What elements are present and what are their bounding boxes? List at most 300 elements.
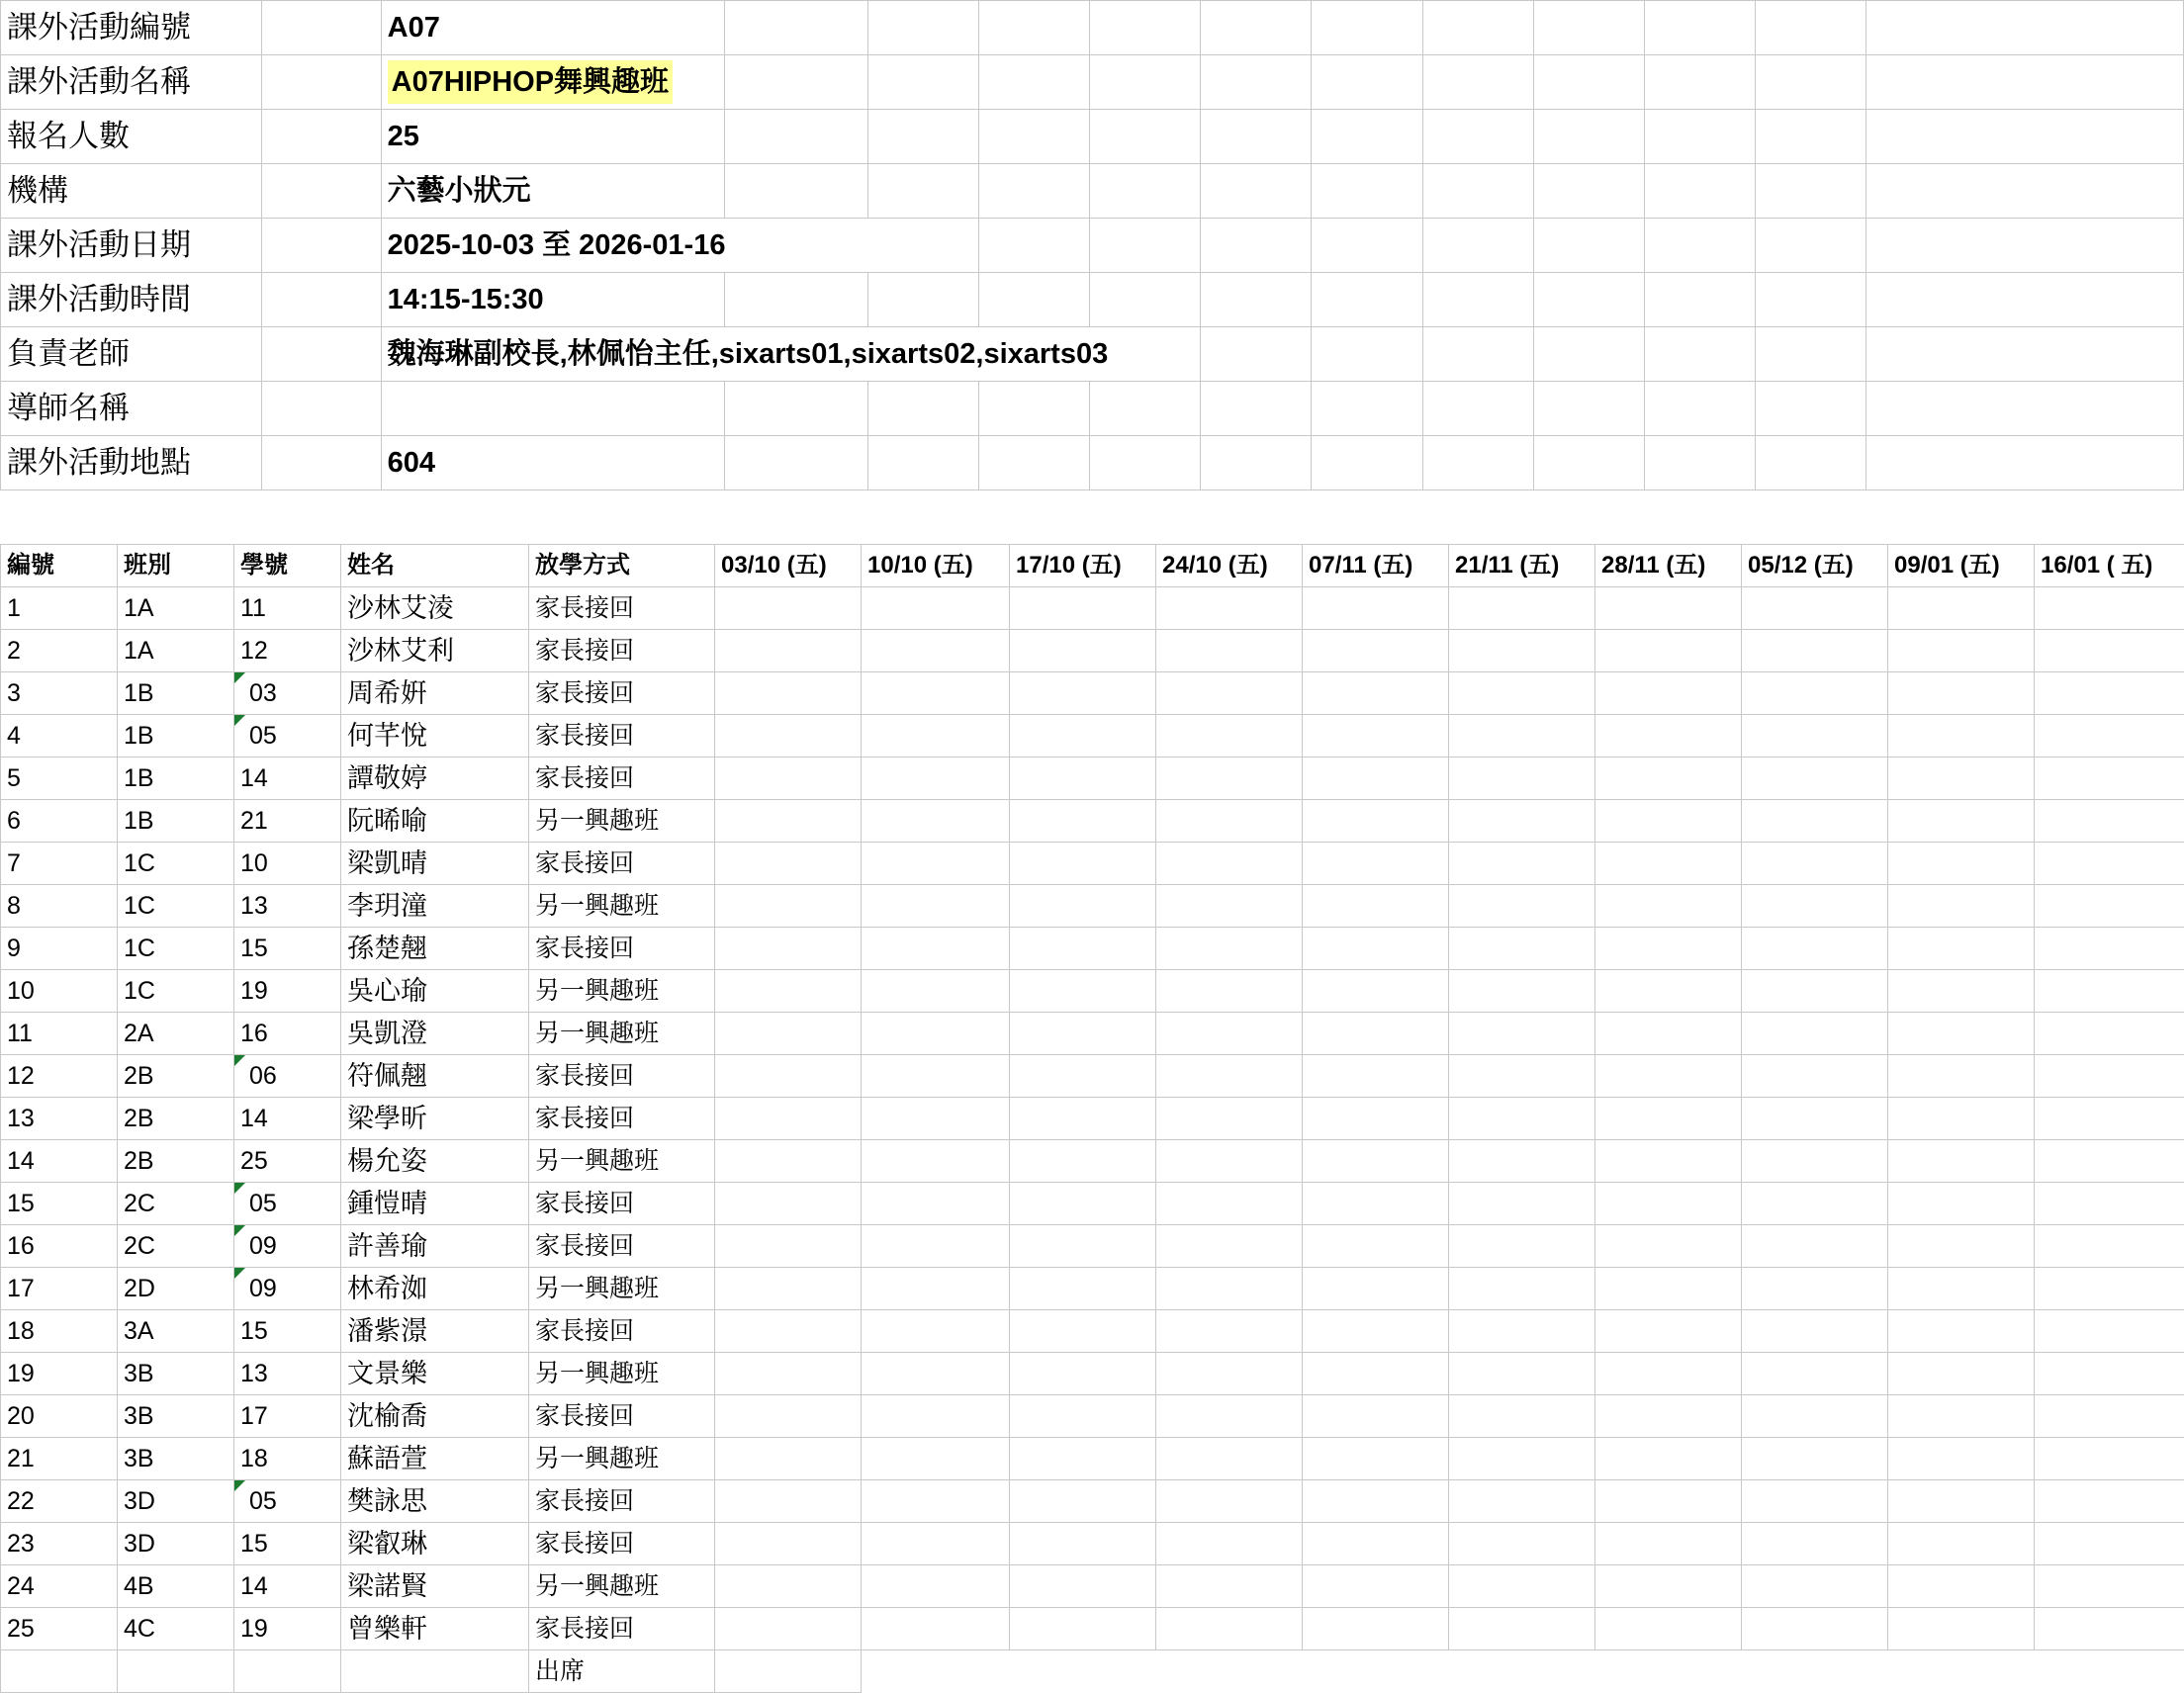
- attendance-cell[interactable]: [1156, 630, 1303, 672]
- attendance-cell[interactable]: [1742, 1438, 1888, 1480]
- attendance-cell[interactable]: [715, 587, 862, 630]
- empty-cell[interactable]: [1644, 327, 1755, 382]
- attendance-cell[interactable]: [1449, 1055, 1595, 1098]
- attendance-cell[interactable]: [2035, 1140, 2184, 1183]
- dismissal-method[interactable]: 家長接回: [529, 1310, 715, 1353]
- attendance-cell[interactable]: [1888, 1608, 2035, 1650]
- attendance-cell[interactable]: [862, 1438, 1010, 1480]
- student-class[interactable]: 2B: [118, 1140, 234, 1183]
- attendance-cell[interactable]: [1010, 1098, 1156, 1140]
- empty-cell[interactable]: [1755, 55, 1866, 110]
- attendance-cell[interactable]: [1888, 672, 2035, 715]
- column-header[interactable]: 05/12 (五): [1742, 545, 1888, 587]
- empty-cell[interactable]: [1755, 164, 1866, 219]
- attendance-cell[interactable]: [2035, 1310, 2184, 1353]
- attendance-cell[interactable]: [862, 1183, 1010, 1225]
- attendance-cell[interactable]: [715, 1013, 862, 1055]
- student-class[interactable]: 1C: [118, 970, 234, 1013]
- attendance-cell[interactable]: [1449, 843, 1595, 885]
- empty-cell[interactable]: [1866, 110, 2183, 164]
- empty-cell[interactable]: [1090, 436, 1201, 490]
- row-number[interactable]: 8: [1, 885, 118, 928]
- attendance-cell[interactable]: [2035, 587, 2184, 630]
- empty-cell[interactable]: [868, 273, 979, 327]
- attendance-cell[interactable]: [1449, 1013, 1595, 1055]
- attendance-cell[interactable]: [2035, 928, 2184, 970]
- attendance-cell[interactable]: [1449, 1310, 1595, 1353]
- dismissal-method[interactable]: 另一興趣班: [529, 1140, 715, 1183]
- attendance-cell[interactable]: [862, 928, 1010, 970]
- attendance-cell[interactable]: [1010, 1438, 1156, 1480]
- info-value[interactable]: 25: [381, 110, 724, 164]
- attendance-cell[interactable]: [1595, 1268, 1742, 1310]
- attendance-cell[interactable]: [1303, 1098, 1449, 1140]
- row-number[interactable]: 16: [1, 1225, 118, 1268]
- attendance-cell[interactable]: [1156, 800, 1303, 843]
- attendance-cell[interactable]: [1888, 587, 2035, 630]
- attendance-cell[interactable]: [1449, 715, 1595, 757]
- empty-cell[interactable]: [1533, 382, 1644, 436]
- attendance-cell[interactable]: [862, 970, 1010, 1013]
- student-class[interactable]: 1C: [118, 885, 234, 928]
- row-number[interactable]: 1: [1, 587, 118, 630]
- student-class[interactable]: 3D: [118, 1480, 234, 1523]
- attendance-cell[interactable]: [1010, 672, 1156, 715]
- attendance-cell[interactable]: [2035, 1098, 2184, 1140]
- attendance-cell[interactable]: [1888, 843, 2035, 885]
- attendance-cell[interactable]: [1010, 757, 1156, 800]
- attendance-cell[interactable]: [1595, 1608, 1742, 1650]
- attendance-cell[interactable]: [1303, 1565, 1449, 1608]
- attendance-cell[interactable]: [1449, 630, 1595, 672]
- attendance-cell[interactable]: [1156, 1353, 1303, 1395]
- row-number[interactable]: 2: [1, 630, 118, 672]
- info-value[interactable]: [381, 55, 724, 110]
- empty-cell[interactable]: [1422, 436, 1533, 490]
- attendance-cell[interactable]: [1742, 715, 1888, 757]
- attendance-cell[interactable]: [1156, 1098, 1303, 1140]
- empty-cell[interactable]: [868, 436, 979, 490]
- attendance-cell[interactable]: [1742, 1225, 1888, 1268]
- attendance-cell[interactable]: [2035, 1565, 2184, 1608]
- attendance-cell[interactable]: [862, 1565, 1010, 1608]
- attendance-cell[interactable]: [1742, 800, 1888, 843]
- attendance-cell[interactable]: [1303, 757, 1449, 800]
- attendance-cell[interactable]: [1595, 1140, 1742, 1183]
- attendance-cell[interactable]: [1742, 1140, 1888, 1183]
- empty-cell[interactable]: [1422, 273, 1533, 327]
- attendance-cell[interactable]: [1156, 928, 1303, 970]
- row-number[interactable]: 10: [1, 970, 118, 1013]
- attendance-cell[interactable]: [1303, 1310, 1449, 1353]
- attendance-cell[interactable]: [1888, 1140, 2035, 1183]
- attendance-cell[interactable]: [1010, 1140, 1156, 1183]
- student-id[interactable]: 15: [234, 928, 341, 970]
- empty-cell[interactable]: [1644, 219, 1755, 273]
- attendance-cell[interactable]: [862, 1310, 1010, 1353]
- attendance-cell[interactable]: [1742, 1395, 1888, 1438]
- student-class[interactable]: 3B: [118, 1353, 234, 1395]
- attendance-cell[interactable]: [1010, 1225, 1156, 1268]
- student-class[interactable]: 2D: [118, 1268, 234, 1310]
- attendance-cell[interactable]: [715, 1438, 862, 1480]
- student-name[interactable]: 梁凱晴: [341, 843, 529, 885]
- empty-cell[interactable]: [1866, 1, 2183, 55]
- student-name[interactable]: 吳凱澄: [341, 1013, 529, 1055]
- empty-cell[interactable]: [724, 55, 867, 110]
- attendance-cell[interactable]: [1010, 1608, 1156, 1650]
- attendance-cell[interactable]: [2035, 800, 2184, 843]
- empty-cell[interactable]: [1866, 55, 2183, 110]
- student-name[interactable]: 曾樂軒: [341, 1608, 529, 1650]
- attendance-cell[interactable]: [1010, 970, 1156, 1013]
- empty-cell[interactable]: [1866, 219, 2183, 273]
- attendance-cell[interactable]: [1156, 672, 1303, 715]
- empty-cell[interactable]: [1422, 55, 1533, 110]
- student-name[interactable]: 沙林艾淩: [341, 587, 529, 630]
- attendance-cell[interactable]: [1156, 1565, 1303, 1608]
- attendance-cell[interactable]: [1449, 1353, 1595, 1395]
- attendance-cell[interactable]: [1449, 1438, 1595, 1480]
- empty-cell[interactable]: [979, 273, 1090, 327]
- attendance-cell[interactable]: [1449, 1480, 1595, 1523]
- empty-cell[interactable]: [1312, 436, 1422, 490]
- attendance-cell[interactable]: [1449, 970, 1595, 1013]
- row-number[interactable]: 18: [1, 1310, 118, 1353]
- student-id[interactable]: 14: [234, 1098, 341, 1140]
- dismissal-method[interactable]: 家長接回: [529, 672, 715, 715]
- attendance-cell[interactable]: [1303, 1055, 1449, 1098]
- attendance-cell[interactable]: [1303, 1140, 1449, 1183]
- attendance-cell[interactable]: [1303, 843, 1449, 885]
- attendance-cell[interactable]: [1156, 885, 1303, 928]
- attendance-cell[interactable]: [1156, 1013, 1303, 1055]
- attendance-cell[interactable]: [2035, 970, 2184, 1013]
- attendance-cell[interactable]: [2035, 757, 2184, 800]
- attendance-cell[interactable]: [1449, 1140, 1595, 1183]
- attendance-cell[interactable]: [1595, 757, 1742, 800]
- attendance-cell[interactable]: [1742, 630, 1888, 672]
- attendance-cell[interactable]: [2035, 1395, 2184, 1438]
- attendance-cell[interactable]: [1595, 885, 1742, 928]
- empty-cell[interactable]: [1533, 436, 1644, 490]
- attendance-cell[interactable]: [862, 1523, 1010, 1565]
- dismissal-method[interactable]: 另一興趣班: [529, 970, 715, 1013]
- attendance-cell[interactable]: [1010, 1310, 1156, 1353]
- column-header[interactable]: 17/10 (五): [1010, 545, 1156, 587]
- attendance-cell[interactable]: [1010, 885, 1156, 928]
- attendance-cell[interactable]: [1303, 1395, 1449, 1438]
- footer-empty-cell[interactable]: [341, 1650, 529, 1693]
- empty-cell[interactable]: [1644, 1, 1755, 55]
- attendance-cell[interactable]: [1888, 757, 2035, 800]
- student-id[interactable]: [234, 1183, 341, 1225]
- attendance-cell[interactable]: [1010, 1055, 1156, 1098]
- empty-cell[interactable]: [1090, 164, 1201, 219]
- attendance-cell[interactable]: [1156, 970, 1303, 1013]
- student-id[interactable]: 19: [234, 1608, 341, 1650]
- attendance-cell[interactable]: [2035, 843, 2184, 885]
- student-class[interactable]: 1A: [118, 630, 234, 672]
- attendance-cell[interactable]: [715, 630, 862, 672]
- attendance-cell[interactable]: [1156, 1225, 1303, 1268]
- student-name[interactable]: 吳心瑜: [341, 970, 529, 1013]
- attendance-cell[interactable]: [1595, 800, 1742, 843]
- attendance-cell[interactable]: [1888, 1013, 2035, 1055]
- column-header[interactable]: 10/10 (五): [862, 545, 1010, 587]
- attendance-cell[interactable]: [1595, 970, 1742, 1013]
- student-class[interactable]: 2C: [118, 1225, 234, 1268]
- row-number[interactable]: 4: [1, 715, 118, 757]
- attendance-cell[interactable]: [715, 1140, 862, 1183]
- student-name[interactable]: 文景樂: [341, 1353, 529, 1395]
- empty-cell[interactable]: [1422, 110, 1533, 164]
- attendance-cell[interactable]: [1303, 715, 1449, 757]
- attendance-cell[interactable]: [862, 715, 1010, 757]
- student-class[interactable]: 1A: [118, 587, 234, 630]
- student-id[interactable]: 18: [234, 1438, 341, 1480]
- empty-cell[interactable]: [1866, 273, 2183, 327]
- column-header[interactable]: 放學方式: [529, 545, 715, 587]
- attendance-cell[interactable]: [1449, 672, 1595, 715]
- attendance-cell[interactable]: [862, 1055, 1010, 1098]
- attendance-cell[interactable]: [2035, 1523, 2184, 1565]
- attendance-cell[interactable]: [862, 1225, 1010, 1268]
- attendance-cell[interactable]: [2035, 672, 2184, 715]
- attendance-cell[interactable]: [1449, 1098, 1595, 1140]
- student-id[interactable]: 13: [234, 1353, 341, 1395]
- row-number[interactable]: 22: [1, 1480, 118, 1523]
- attendance-cell[interactable]: [1888, 1438, 2035, 1480]
- attendance-cell[interactable]: [1449, 1225, 1595, 1268]
- attendance-cell[interactable]: [2035, 1268, 2184, 1310]
- attendance-cell[interactable]: [1303, 672, 1449, 715]
- info-value[interactable]: A07: [381, 1, 724, 55]
- attendance-cell[interactable]: [1303, 1183, 1449, 1225]
- attendance-cell[interactable]: [862, 672, 1010, 715]
- attendance-cell[interactable]: [1303, 1438, 1449, 1480]
- attendance-cell[interactable]: [1010, 1565, 1156, 1608]
- attendance-cell[interactable]: [1595, 1480, 1742, 1523]
- attendance-cell[interactable]: [2035, 1013, 2184, 1055]
- attendance-cell[interactable]: [1010, 587, 1156, 630]
- dismissal-method[interactable]: 家長接回: [529, 1098, 715, 1140]
- student-class[interactable]: 2A: [118, 1013, 234, 1055]
- attendance-cell[interactable]: [1888, 715, 2035, 757]
- attendance-cell[interactable]: [715, 757, 862, 800]
- empty-cell[interactable]: [1201, 1, 1312, 55]
- dismissal-method[interactable]: 家長接回: [529, 1055, 715, 1098]
- row-number[interactable]: 25: [1, 1608, 118, 1650]
- student-class[interactable]: 1B: [118, 800, 234, 843]
- row-number[interactable]: 12: [1, 1055, 118, 1098]
- attendance-cell[interactable]: [862, 630, 1010, 672]
- info-value[interactable]: [381, 382, 724, 436]
- student-id[interactable]: [234, 672, 341, 715]
- attendance-cell[interactable]: [1156, 1480, 1303, 1523]
- empty-cell[interactable]: [1755, 436, 1866, 490]
- attendance-cell[interactable]: [1010, 1480, 1156, 1523]
- dismissal-method[interactable]: 另一興趣班: [529, 1438, 715, 1480]
- row-number[interactable]: 11: [1, 1013, 118, 1055]
- column-header[interactable]: 16/01 ( 五): [2035, 545, 2184, 587]
- attendance-cell[interactable]: [1888, 1225, 2035, 1268]
- attendance-cell[interactable]: [1156, 1608, 1303, 1650]
- student-id[interactable]: 13: [234, 885, 341, 928]
- attendance-cell[interactable]: [715, 1565, 862, 1608]
- attendance-cell[interactable]: [715, 715, 862, 757]
- empty-cell[interactable]: [1644, 273, 1755, 327]
- attendance-cell[interactable]: [1595, 843, 1742, 885]
- empty-cell[interactable]: [1422, 164, 1533, 219]
- empty-cell[interactable]: [1090, 110, 1201, 164]
- attendance-cell[interactable]: [1888, 1480, 2035, 1523]
- dismissal-method[interactable]: 另一興趣班: [529, 1268, 715, 1310]
- attendance-cell[interactable]: [1742, 1268, 1888, 1310]
- empty-cell[interactable]: [1866, 164, 2183, 219]
- attendance-cell[interactable]: [1156, 1310, 1303, 1353]
- attendance-cell[interactable]: [1742, 1353, 1888, 1395]
- attendance-cell[interactable]: [862, 1395, 1010, 1438]
- footer-empty-cell[interactable]: [234, 1650, 341, 1693]
- attendance-cell[interactable]: [1888, 1268, 2035, 1310]
- empty-cell[interactable]: [1090, 1, 1201, 55]
- attendance-cell[interactable]: [1156, 1183, 1303, 1225]
- attendance-cell[interactable]: [1156, 1438, 1303, 1480]
- empty-cell[interactable]: [1866, 436, 2183, 490]
- attendance-cell[interactable]: [715, 928, 862, 970]
- empty-cell[interactable]: [1422, 327, 1533, 382]
- attendance-cell[interactable]: [1303, 1523, 1449, 1565]
- attendance-cell[interactable]: [715, 1183, 862, 1225]
- empty-cell[interactable]: [1090, 382, 1201, 436]
- attendance-cell[interactable]: [1595, 1013, 1742, 1055]
- footer-empty-cell[interactable]: [1, 1650, 118, 1693]
- student-id[interactable]: [234, 1480, 341, 1523]
- attendance-cell[interactable]: [862, 800, 1010, 843]
- student-name[interactable]: 潘紫澋: [341, 1310, 529, 1353]
- empty-cell[interactable]: [868, 1, 979, 55]
- attendance-cell[interactable]: [1156, 1523, 1303, 1565]
- info-value[interactable]: 魏海琳副校長,林佩怡主任,sixarts01,sixarts02,sixarts03: [381, 327, 1201, 382]
- student-id[interactable]: 10: [234, 843, 341, 885]
- empty-cell[interactable]: [1312, 327, 1422, 382]
- attendance-cell[interactable]: [1010, 1183, 1156, 1225]
- empty-cell[interactable]: [1755, 219, 1866, 273]
- student-id[interactable]: 15: [234, 1310, 341, 1353]
- attendance-cell[interactable]: [1303, 1353, 1449, 1395]
- column-header[interactable]: 24/10 (五): [1156, 545, 1303, 587]
- row-number[interactable]: 19: [1, 1353, 118, 1395]
- student-id[interactable]: 21: [234, 800, 341, 843]
- row-number[interactable]: 13: [1, 1098, 118, 1140]
- student-id[interactable]: [234, 1225, 341, 1268]
- dismissal-method[interactable]: 家長接回: [529, 843, 715, 885]
- attendance-cell[interactable]: [1303, 1268, 1449, 1310]
- attendance-cell[interactable]: [1888, 885, 2035, 928]
- dismissal-method[interactable]: 家長接回: [529, 1183, 715, 1225]
- student-class[interactable]: 1C: [118, 843, 234, 885]
- attendance-cell[interactable]: [1742, 1310, 1888, 1353]
- student-id[interactable]: [234, 1055, 341, 1098]
- attendance-cell[interactable]: [862, 1013, 1010, 1055]
- empty-cell[interactable]: [1755, 110, 1866, 164]
- empty-cell[interactable]: [868, 55, 979, 110]
- attendance-cell[interactable]: [1742, 1608, 1888, 1650]
- attendance-cell[interactable]: [715, 1310, 862, 1353]
- attendance-cell[interactable]: [1449, 1608, 1595, 1650]
- attendance-cell[interactable]: [1010, 1523, 1156, 1565]
- student-class[interactable]: 1B: [118, 672, 234, 715]
- row-number[interactable]: 14: [1, 1140, 118, 1183]
- attendance-cell[interactable]: [715, 1353, 862, 1395]
- attendance-cell[interactable]: [1742, 885, 1888, 928]
- empty-cell[interactable]: [1644, 55, 1755, 110]
- attendance-cell[interactable]: [715, 1523, 862, 1565]
- attendance-cell[interactable]: [1156, 1395, 1303, 1438]
- attendance-cell[interactable]: [2035, 1353, 2184, 1395]
- row-number[interactable]: 23: [1, 1523, 118, 1565]
- empty-cell[interactable]: [979, 164, 1090, 219]
- attendance-cell[interactable]: [1742, 757, 1888, 800]
- row-number[interactable]: 24: [1, 1565, 118, 1608]
- empty-cell[interactable]: [1201, 327, 1312, 382]
- attendance-cell[interactable]: [2035, 1225, 2184, 1268]
- empty-cell[interactable]: [724, 110, 867, 164]
- empty-cell[interactable]: [1201, 436, 1312, 490]
- attendance-cell[interactable]: [1742, 1055, 1888, 1098]
- attendance-cell[interactable]: [1888, 1523, 2035, 1565]
- attendance-cell[interactable]: [1303, 1480, 1449, 1523]
- empty-cell[interactable]: [1533, 327, 1644, 382]
- dismissal-method[interactable]: 另一興趣班: [529, 1565, 715, 1608]
- student-class[interactable]: 2B: [118, 1055, 234, 1098]
- info-value[interactable]: 六藝小狀元: [381, 164, 724, 219]
- student-id[interactable]: 16: [234, 1013, 341, 1055]
- attendance-cell[interactable]: [1888, 1183, 2035, 1225]
- attendance-cell[interactable]: [1010, 1268, 1156, 1310]
- attendance-cell[interactable]: [862, 843, 1010, 885]
- student-id[interactable]: 12: [234, 630, 341, 672]
- student-id[interactable]: 25: [234, 1140, 341, 1183]
- attendance-cell[interactable]: [1595, 587, 1742, 630]
- attendance-cell[interactable]: [1742, 672, 1888, 715]
- attendance-cell[interactable]: [2035, 630, 2184, 672]
- attendance-cell[interactable]: [715, 1395, 862, 1438]
- student-name[interactable]: 沙林艾利: [341, 630, 529, 672]
- attendance-cell[interactable]: [1156, 843, 1303, 885]
- attendance-total-cell[interactable]: [715, 1650, 862, 1693]
- attendance-cell[interactable]: [1888, 970, 2035, 1013]
- attendance-cell[interactable]: [1449, 1523, 1595, 1565]
- dismissal-method[interactable]: 另一興趣班: [529, 885, 715, 928]
- attendance-cell[interactable]: [1303, 1608, 1449, 1650]
- empty-cell[interactable]: [979, 219, 1090, 273]
- empty-cell[interactable]: [1533, 1, 1644, 55]
- attendance-cell[interactable]: [1888, 1098, 2035, 1140]
- empty-cell[interactable]: [1312, 273, 1422, 327]
- attendance-cell[interactable]: [2035, 1608, 2184, 1650]
- dismissal-method[interactable]: 家長接回: [529, 928, 715, 970]
- student-name[interactable]: 楊允姿: [341, 1140, 529, 1183]
- student-name[interactable]: 阮晞喻: [341, 800, 529, 843]
- student-id[interactable]: [234, 1268, 341, 1310]
- attendance-cell[interactable]: [1449, 1395, 1595, 1438]
- dismissal-method[interactable]: 家長接回: [529, 757, 715, 800]
- row-number[interactable]: 21: [1, 1438, 118, 1480]
- empty-cell[interactable]: [1312, 1, 1422, 55]
- attendance-cell[interactable]: [1303, 630, 1449, 672]
